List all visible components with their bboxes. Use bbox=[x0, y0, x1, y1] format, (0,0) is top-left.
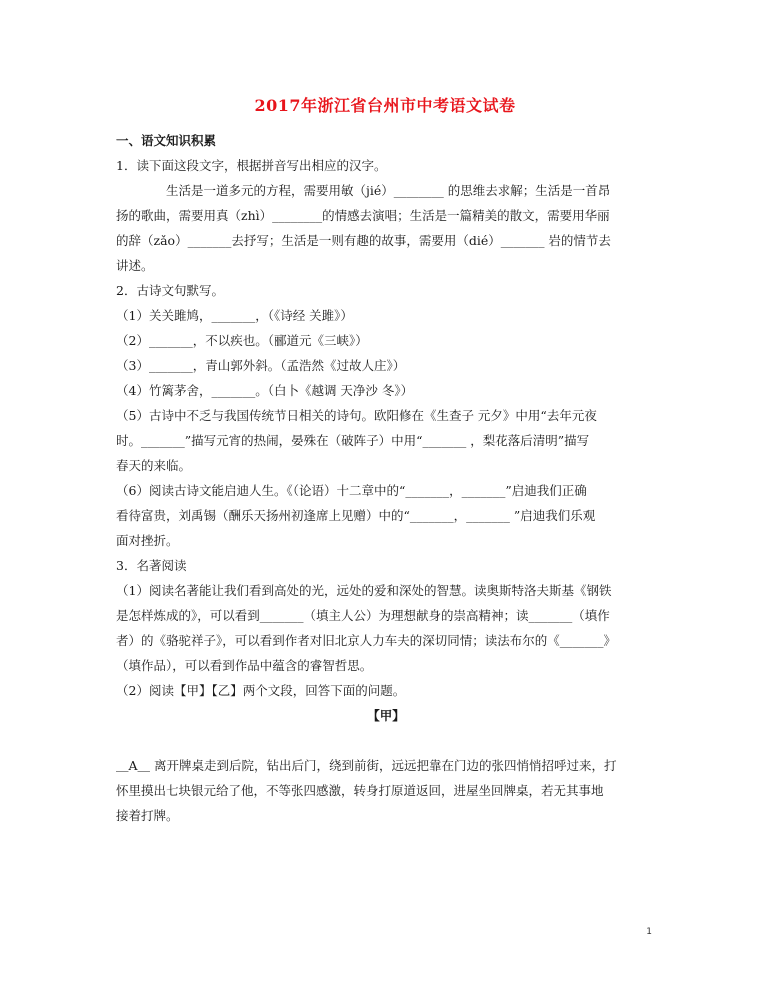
passage-label: 【甲】 bbox=[367, 708, 405, 723]
section-heading: 一、语文知识积累 bbox=[116, 133, 217, 148]
text-line: 接着打牌。 bbox=[116, 808, 179, 823]
text-line: 1．读下面这段文字，根据拼音写出相应的汉字。 bbox=[116, 158, 387, 173]
text-line: 怀里摸出七块银元给了他，不等张四感激，转身打原道返回，进屋坐回牌桌，若无其事地 bbox=[116, 783, 604, 798]
text-line: 是怎样炼成的》，可以看到_______（填主人公）为理想献身的崇高精神；读_______（填作 bbox=[116, 608, 610, 623]
text-line: （4）竹篱茅舍，_______。（白卜《越调 天净沙 冬》） bbox=[116, 383, 414, 398]
spacer bbox=[116, 728, 656, 753]
text-line: 春天的来临。 bbox=[116, 458, 192, 473]
text-line: 时。_______”描写元宵的热闹，晏殊在（破阵子）中用“_______ ，梨花落后清明”描写 bbox=[116, 433, 590, 448]
text-line: 生活是一道多元的方程，需要用敏（jié）________ 的思维去求解；生活是一首昂 bbox=[166, 183, 611, 198]
text-line: 2．古诗文句默写。 bbox=[116, 283, 224, 298]
text-line: 面对挫折。 bbox=[116, 533, 179, 548]
text-line: （6）阅读古诗文能启迪人生。《（论语）十二章中的“_______，_______”启迪我们正确 bbox=[116, 483, 587, 498]
text-line: （2）_______，不以疾也。（郦道元《三峡》） bbox=[116, 333, 368, 348]
text-line: ＿A＿ 离开牌桌走到后院，钻出后门，绕到前街，远远把靠在门边的张四悄悄招呼过来，打 bbox=[116, 758, 617, 773]
text-line: （填作品），可以看到作品中蕴含的睿智哲思。 bbox=[116, 658, 373, 673]
page-title: 2017年浙江省台州市中考语文试卷 bbox=[254, 96, 516, 115]
page-number: 1 bbox=[646, 927, 652, 937]
document-body bbox=[116, 128, 656, 828]
text-line: （2）阅读【甲】【乙】两个文段，回答下面的问题。 bbox=[116, 683, 406, 698]
text-line: 看待富贵，刘禹锡（酬乐天扬州初逢席上见赠）中的“_______，_______ ”启迪我们乐观 bbox=[116, 508, 596, 523]
text-line: （5）古诗中不乏与我国传统节日相关的诗句。欧阳修在《生查子 元夕》中用“去年元夜 bbox=[116, 408, 597, 423]
text-line: 3．名著阅读 bbox=[116, 558, 187, 573]
text-line: 扬的歌曲，需要用真（zhì）________的情感去演唱；生活是一篇精美的散文，需要用华丽 bbox=[116, 208, 610, 223]
text-line: （3）_______，青山郭外斜。（孟浩然《过故人庄》） bbox=[116, 358, 406, 373]
text-line: 的辞（zǎo）_______去抒写；生活是一则有趣的故事，需要用（dié）_______ 岩的情节去 bbox=[116, 233, 611, 248]
text-line: 讲述。 bbox=[116, 258, 154, 273]
text-line: 者）的《骆驼祥子》，可以看到作者对旧北京人力车夫的深切同情；读法布尔的《_______》 bbox=[116, 633, 617, 648]
text-line: （1）关关雎鸠，_______，（《诗经 关雎》） bbox=[116, 308, 353, 323]
text-line: （1）阅读名著能让我们看到高处的光，远处的爱和深处的智慧。读奥斯特洛夫斯基《钢铁 bbox=[116, 583, 612, 598]
